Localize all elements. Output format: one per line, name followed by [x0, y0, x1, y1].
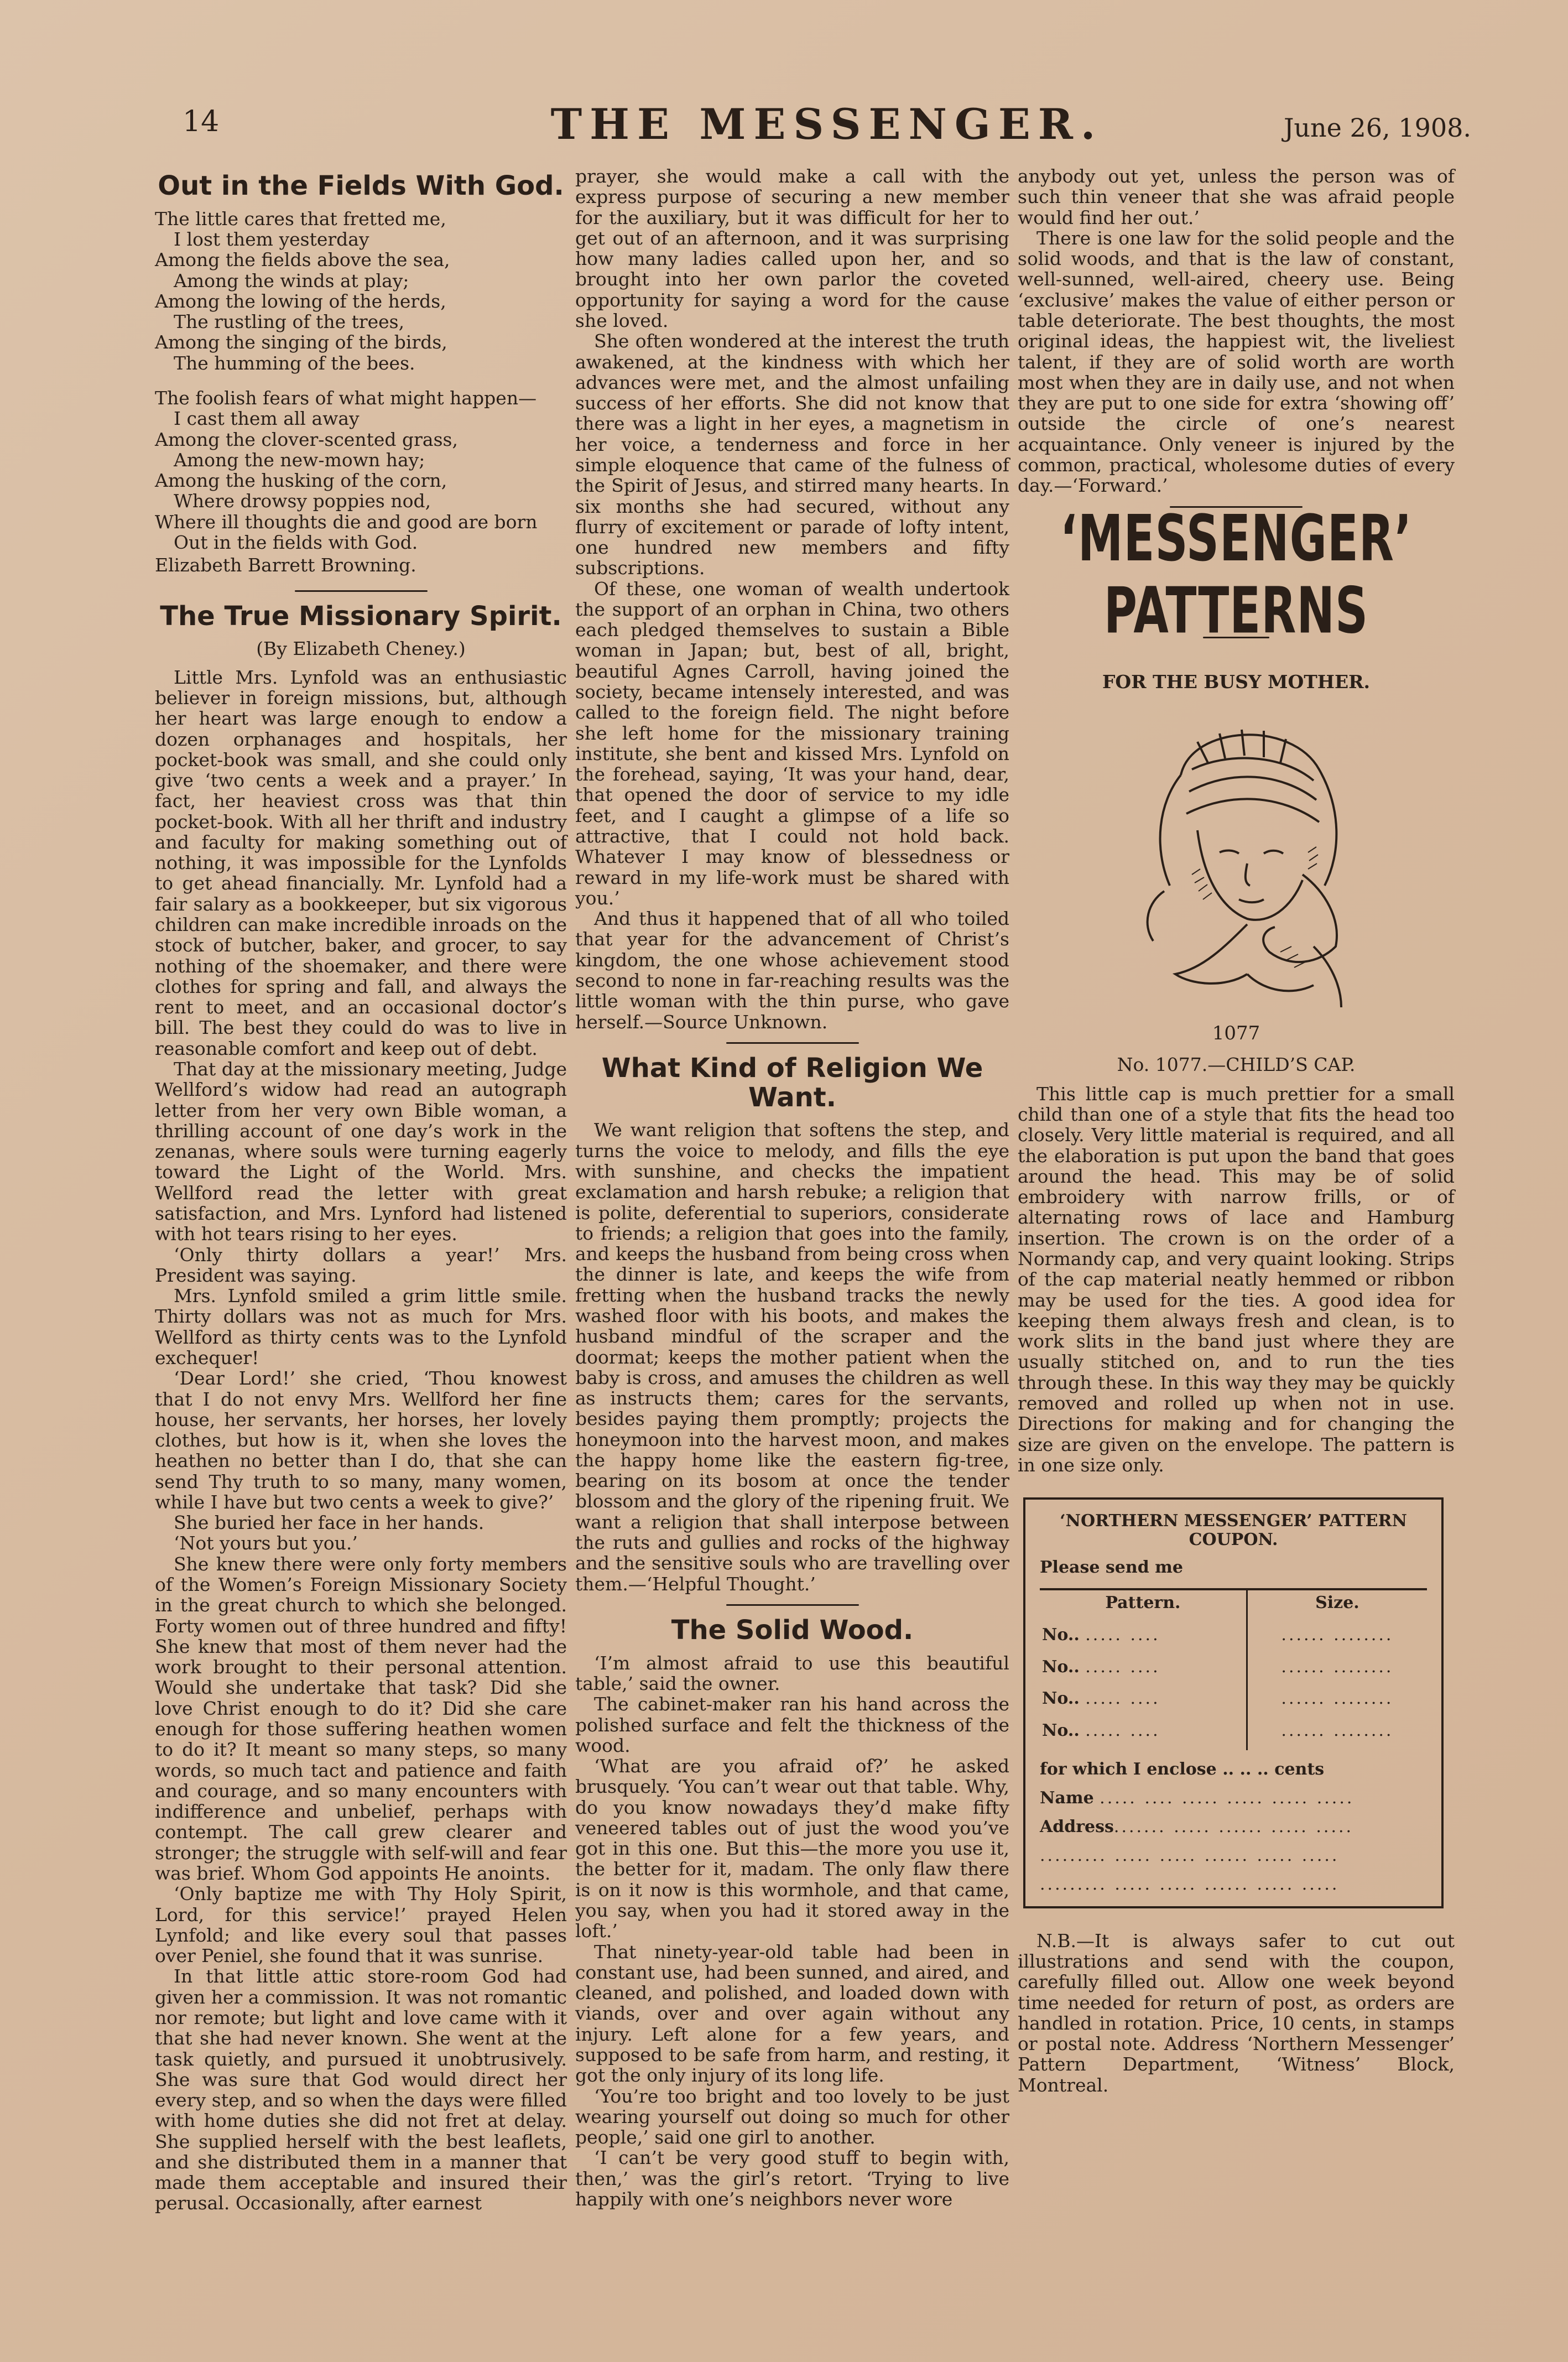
coupon-row[interactable]: No.. ..... .... ...... ........: [1040, 1686, 1427, 1718]
poem-line: Among the winds at play;: [174, 269, 409, 292]
coupon-enclose-line: for which I enclose .. .. .. cents: [1040, 1760, 1325, 1780]
paragraph: anybody out yet, unless the person was of such thin veneer that she was afraid people would find her out.’: [1018, 165, 1455, 228]
issue-date: June 26, 1908.: [1283, 113, 1471, 143]
poem-line: Where ill thoughts die and good are born: [155, 511, 538, 533]
article-title: The True Missionary Spirit.: [160, 600, 562, 632]
section-divider: [295, 590, 428, 592]
poem-line: I cast them all away: [174, 408, 360, 430]
paragraph: ‘You’re too bright and too lovely to be just wearing yourself out doing so much for other people,’ said one girl to another.: [575, 2085, 1009, 2148]
child-cap-illustration: [1081, 709, 1391, 1018]
poem-line: Where drowsy poppies nod,: [174, 490, 431, 512]
page-header: [183, 100, 1471, 166]
coupon-name-field[interactable]: Name ..... .... ..... ..... ..... .....: [1040, 1788, 1355, 1808]
poem-line: Among the clover-scented grass,: [155, 428, 458, 450]
poem-line: Among the lowing of the herds,: [155, 290, 446, 312]
poem-line: Among the fields above the sea,: [155, 249, 450, 271]
poem-title: Out in the Fields With God.: [158, 170, 564, 201]
paragraph: That day at the missionary meeting, Judge Wellford’s widow had read an autograph letter from her very own Bible woman, a thrilling account of one day’s work in the zenanas, where souls were turning eagerly toward the Light of the World. Mrs. Wellford read the letter with great satisfaction, and Mrs. Lynford had listened with hot tears rising to her eyes.: [155, 1058, 567, 1245]
paragraph: The cabinet-maker ran his hand across the polished surface and felt the thickness of the wood.: [575, 1693, 1009, 1756]
coupon-address-field[interactable]: Address....... ..... ...... ..... .....: [1040, 1817, 1354, 1837]
column-1: [155, 166, 567, 2214]
paragraph: That ninety-year-old table had been in constant use, had been sunned, and aired, and cleaned, and polished, and loaded down with viands, over and over again without any injury. Left alone for a few years, and supposed to be safe from harm, and resting, it got the only injury of its long life.: [575, 1940, 1009, 2087]
coupon-table: [1040, 1588, 1427, 1750]
paragraph: This little cap is much prettier for a small child than one of a style that fits the head too closely. Very little material is required, and all the elaboration is put upon the band that goes around the head. This may be of solid embroidery with narrow frills, or of alternating rows of lace and Hamburg insertion. The crown is on the order of a Normandy cap, and very quaint looking. Strips of the cap material neatly hemmed or ribbon may be used for the ties. A good idea for keeping them always fresh and clean, is to work slits in the band just where they are usually stitched on, and to run the ties through these. In this way they may be quickly removed and rolled up when not in use. Directions for making and for changing the size are given on the envelope. The pattern is in one size only.: [1018, 1083, 1455, 1476]
poem-line: Among the new-mown hay;: [174, 449, 425, 471]
size-column-header: Size.: [1315, 1593, 1359, 1612]
paragraph: prayer, she would make a call with the express purpose of securing a new member for the auxiliary, but it was difficult for her to get out of an afternoon, and it was surprising how many ladies called upon her, and so brought into her own parlor the coveted opportunity for saying a word for the cause she loved.: [575, 165, 1009, 331]
coupon-row[interactable]: No.. ..... .... ...... ........: [1040, 1718, 1427, 1750]
patterns-heading: ‘MESSENGER’ PATTERNS: [1060, 502, 1413, 648]
coupon-row-label: No..: [1042, 1721, 1080, 1741]
paragraph: ‘I’m almost afraid to use this beautiful table,’ said the owner.: [575, 1652, 1009, 1694]
paragraph: ‘Only thirty dollars a year!’ Mrs. President was saying.: [155, 1244, 567, 1286]
coupon-row-label: No..: [1042, 1657, 1080, 1677]
coupon-row[interactable]: No.. ..... .... ...... ........: [1040, 1622, 1427, 1655]
article-title: The Solid Wood.: [671, 1614, 914, 1646]
paragraph: Little Mrs. Lynfold was an enthusiastic believer in foreign missions, but, although her heart was large enough to endow a dozen orphanages and hospitals, her pocket-book was small, and she could only give ‘two cents a week and a prayer.’ In fact, her heaviest cross was that thin pocket-book. With all her thrift and industry and faculty for making something out of nothing, it was impossible for the Lynfolds to get ahead financially. Mr. Lynfold had a fair salary as a bookkeeper, but six vigorous children can make incredible inroads on the stock of butcher, baker, and grocer, to say nothing of the shoemaker, and there were clothes for spring and fall, and always the rent to meet, and an occasional doctor’s bill. The best they could do was to live in reasonable comfort and keep out of debt.: [155, 666, 567, 1059]
poem-line: Among the singing of the birds,: [155, 331, 447, 353]
column-2: [575, 166, 1009, 2209]
paragraph: We want religion that softens the step, and turns the voice to melody, and fills the eye with sunshine, and checks the impatient exclamation and harsh rebuke; a religion that is polite, deferential to superiors, considerate to friends; a religion that goes into the family, and keeps the husband from being cross when the dinner is late, and keeps the wife from fretting when the husband tracks the newly washed floor with his boots, and makes the husband mindful of the scraper and the doormat; keeps the mother patient when the baby is cross, and amuses the children as well as instructs them; cares for the servants, besides paying them promptly; projects the honeymoon into the harvest moon, and makes the happy home like the eastern fig-tree, bearing on its bosom at once the tender blossom and the glory of the ripening fruit. We want a religion that shall interpose between the ruts and gullies and rocks of the highway and the sensitive souls who are travelling over them.—‘Helpful Thought.’: [575, 1119, 1009, 1595]
paragraph: Of these, one woman of wealth undertook the support of an orphan in China, two others each pledged themselves to sustain a Bible woman in Japan; but, best of all, bright, beautiful Agnes Carroll, having joined the society, became intensely interested, and was called to the foreign field. The night before she left home for the missionary training institute, she bent and kissed Mrs. Lynfold on the forehead, saying, ‘It was your hand, dear, that opened the door of service to my idle feet, and I caught a glimpse of a life so attractive, that I could not hold back. Whatever I may know of blessedness or reward in my life-work must be shared with you.’: [575, 578, 1009, 909]
paragraph: ‘I can’t be very good stuff to begin with, then,’ was the girl’s retort. ‘Trying to live happily with one’s neighbors never wore: [575, 2147, 1009, 2210]
pattern-number: 1077: [1212, 1022, 1260, 1045]
article-byline: (By Elizabeth Cheney.): [256, 638, 466, 660]
coupon-row-label: No..: [1042, 1689, 1080, 1709]
section-divider: [726, 1604, 859, 1606]
patterns-subheading: FOR THE BUSY MOTHER.: [1102, 670, 1371, 693]
poem-line: I lost them yesterday: [174, 228, 369, 251]
poem-line: Out in the fields with God.: [174, 532, 418, 554]
paragraph: There is one law for the solid people and the solid woods, and that is the law of constant, well-sunned, well-aired, cheery use. Being ‘exclusive’ makes the value of either person or table deteriorate. The best thoughts, the most original ideas, the happiest wit, the liveliest talent, if they are of solid worth are worth most when they are in daily use, and not when they are put to one side for extra ‘showing off’ outside the circle of one’s nearest acquaintance. Only veneer is injured by the common, practical, wholesome duties of every day.—‘Forward.’: [1018, 227, 1455, 497]
column-3: [1018, 166, 1455, 2095]
masthead-title: THE MESSENGER.: [550, 100, 1103, 149]
paragraph: Mrs. Lynfold smiled a grim little smile. Thirty dollars was not as much for Mrs. Wellford as thirty cents was to the Lynfold exchequer!: [155, 1285, 567, 1369]
paragraph: N.B.—It is always safer to cut out illustrations and send with the coupon, carefully filled out. Allow one week beyond time needed for return of post, as orders are handled in rotation. Price, 10 cents, in stamps or postal note. Address ‘Northern Messenger’ Pattern Department, ‘Witness’ Block, Montreal.: [1018, 1929, 1455, 2096]
coupon-row[interactable]: No.. ..... .... ...... ........: [1040, 1655, 1427, 1687]
poem: [155, 209, 567, 576]
paragraph: She often wondered at the interest the truth awakened, at the kindness with which her advances were met, and the almost unfailing success of her efforts. She did not know that there was a light in her eyes, a magnetism in her voice, a tenderness and force in her simple eloquence that came of the fulness of the Spirit of Jesus, and stirred many hearts. In six months she had secured, without any flurry of excitement or parade of lofty intent, one hundred new members and fifty subscriptions.: [575, 330, 1009, 579]
poem-line: The foolish fears of what might happen—: [155, 387, 537, 409]
paragraph: And thus it happened that of all who toiled that year for the advancement of Christ’s kingdom, the one whose achievement stood second to none in far-reaching results was the little woman with the thin purse, who gave herself.—Source Unknown.: [575, 908, 1009, 1033]
page-number: 14: [183, 105, 220, 138]
coupon-header-row: [1040, 1590, 1427, 1622]
coupon-title: ‘NORTHERN MESSENGER’ PATTERN COUPON.: [1060, 1511, 1407, 1550]
paragraph: ‘Dear Lord!’ she cried, ‘Thou knowest that I do not envy Mrs. Wellford her fine house, her servants, her horses, her lovely clothes, but how is it, when she loves the heathen no better than I do, that she can send Thy truth to so many, many women, while I have but two cents a week to give?’: [155, 1367, 567, 1513]
paragraph: ‘Only baptize me with Thy Holy Spirit, Lord, for this service!’ prayed Helen Lynfold; and like every soul that passes over Peniel, she found that it was sunrise.: [155, 1883, 567, 1967]
pattern-caption: No. 1077.—CHILD’S CAP.: [1117, 1053, 1356, 1075]
poem-author: Elizabeth Barrett Browning.: [155, 554, 416, 576]
poem-stanza-2: [155, 388, 567, 576]
paragraph: In that little attic store-room God had given her a commission. It was not romantic nor remote; but light and love came with it that she had never known. She went at the task quietly, and pursued it unobtrusively. She was sure that God would direct her every step, and so when the days were filled with home duties she did not fret at delay. She supplied herself with the best leaflets, and she distributed them in a manner that made them acceptable and insured their perusal. Occasionally, after earnest: [155, 1965, 567, 2214]
poem-stanza-1: [155, 209, 567, 373]
coupon-send-label: Please send me: [1040, 1557, 1183, 1577]
article-title: What Kind of Religion We Want.: [601, 1052, 983, 1113]
coupon-row-label: No..: [1042, 1625, 1080, 1645]
paragraph: She buried her face in her hands.: [174, 1512, 485, 1534]
section-divider: [726, 1042, 859, 1044]
paragraph: She knew there were only forty members of the Women’s Foreign Missionary Society in the great church to which she belonged. Forty women out of three hundred and fifty! She knew that most of them never had the work brought to their personal attention. Would she undertake that task? Did she love Christ enough to do it? Did she care enough for those suffering heathen women to do it? It meant so many steps, so many words, so much tact and patience and faith and courage, and so many encounters with indifference and unbelief, perhaps with contempt. The call grew clearer and stronger; the struggle with self-will and fear was brief. Whom God appoints He anoints.: [155, 1553, 567, 1884]
poem-line: The humming of the bees.: [174, 352, 415, 374]
paragraph: ‘Not yours but you.’: [174, 1532, 358, 1554]
pattern-coupon[interactable]: ‘NORTHERN MESSENGER’ PATTERN COUPON. Please send me Pattern. Size. No.. ..... .... ...... ........ No.. ..... .... ...... ........ No.. ..... .... ...... ........ No.. ..... .... ...... ........ for which I enclose .. .. .. cents Name ..... .... ..... ..... ..... ..... Address....... ..... ...... ..... ..... ......... ..... ..... ...... ..... ..... ......... ..... ..... ...... ..... .....: [1023, 1497, 1444, 1908]
poem-line: The little cares that fretted me,: [155, 207, 446, 230]
paragraph: ‘What are you afraid of?’ he asked brusquely. ‘You can’t wear out that table. Why, do you know nowadays they’d make fifty veneered tables out of just the wood you’ve got in this one. But this—the more you use it, the better for it, madam. The only flaw there is on it now is this wormhole, and that came, you say, when you had it stored away in the loft.’: [575, 1755, 1009, 1942]
pattern-column-header: Pattern.: [1040, 1590, 1248, 1622]
poem-line: Among the husking of the corn,: [155, 470, 447, 492]
poem-line: The rustling of the trees,: [174, 311, 405, 333]
